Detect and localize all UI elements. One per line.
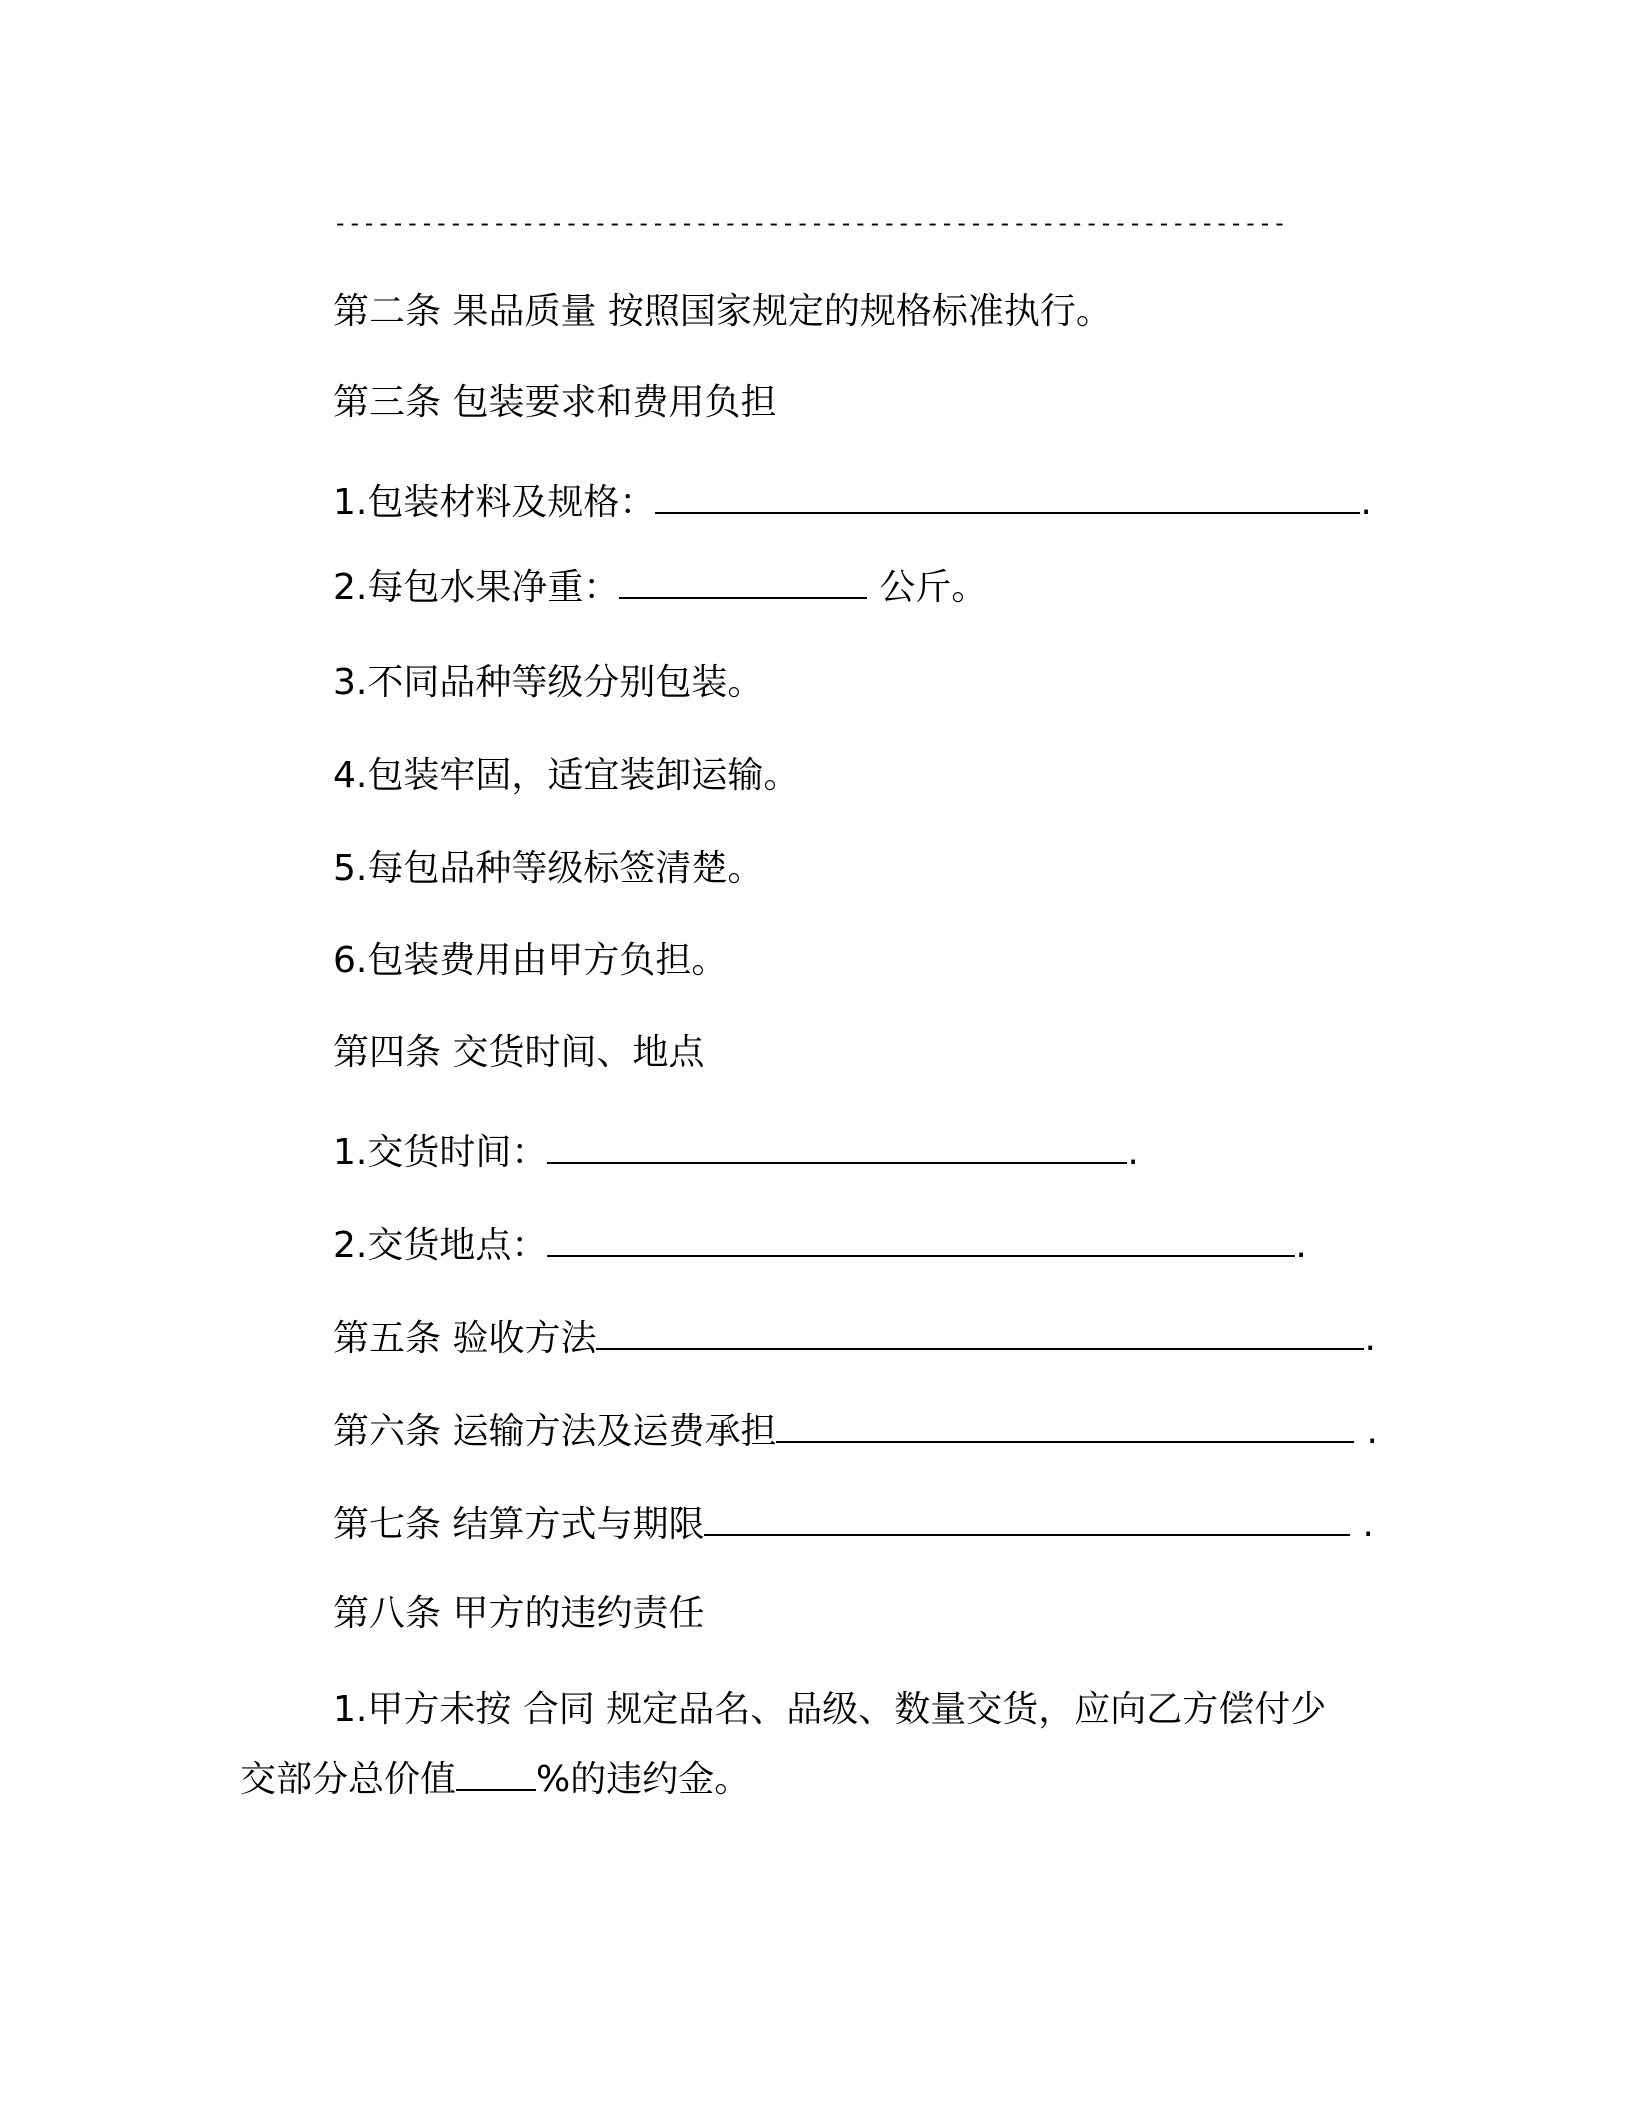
article-8-item-1-line-2 [240, 1755, 750, 1804]
item-end: . [1362, 1504, 1374, 1545]
fill-in-blank[interactable] [704, 1500, 1350, 1536]
item-label: 第七条 结算方式与期限 [333, 1504, 705, 1545]
article-3-item-1 [333, 478, 1372, 527]
fill-in-blank[interactable] [596, 1314, 1364, 1350]
article-4-item-2 [333, 1221, 1307, 1270]
article-4-heading: 第四条 交货时间、地点 [333, 1032, 705, 1073]
article-3-item-2 [333, 563, 987, 612]
item-label: 2.每包水果净重： [333, 567, 620, 608]
article-2: 第二条 果品质量 按照国家规定的规格标准执行。 [333, 291, 1112, 332]
article-5 [333, 1314, 1376, 1363]
fill-in-blank[interactable] [547, 1128, 1127, 1164]
article-3-item-3: 3.不同品种等级分别包装。 [333, 662, 764, 703]
item-end: . [1364, 1318, 1376, 1359]
item-end: . [1295, 1225, 1307, 1266]
item-end: . [1360, 482, 1372, 523]
item-label: 第六条 运输方法及运费承担 [333, 1411, 777, 1452]
article-6 [333, 1407, 1378, 1456]
item-end: . [1127, 1132, 1139, 1173]
item-end: %的违约金。 [536, 1759, 751, 1800]
fill-in-blank[interactable] [776, 1407, 1354, 1443]
item-label: 1.交货时间： [333, 1132, 548, 1173]
item-label: 交部分总价值 [240, 1759, 457, 1800]
item-end: . [1366, 1411, 1378, 1452]
fill-in-blank[interactable] [655, 478, 1360, 514]
article-3-item-5: 5.每包品种等级标签清楚。 [333, 848, 764, 889]
article-8-item-1-line-1: 1.甲方未按 合同 规定品名、品级、数量交货，应向乙方偿付少 [333, 1689, 1327, 1730]
separator-line: ------------------------------------------------------------------ [333, 209, 1287, 237]
article-3-heading: 第三条 包装要求和费用负担 [333, 382, 777, 423]
fill-in-blank[interactable] [456, 1755, 536, 1791]
article-7 [333, 1500, 1374, 1549]
article-3-item-4: 4.包装牢固，适宜装卸运输。 [333, 755, 800, 796]
article-8-heading: 第八条 甲方的违约责任 [333, 1593, 705, 1634]
item-label: 1.包装材料及规格： [333, 482, 656, 523]
item-end: 公斤。 [879, 567, 988, 608]
article-4-item-1 [333, 1128, 1139, 1177]
fill-in-blank[interactable] [547, 1221, 1295, 1257]
fill-in-blank[interactable] [619, 563, 867, 599]
article-3-item-6: 6.包装费用由甲方负担。 [333, 940, 728, 981]
item-label: 第五条 验收方法 [333, 1318, 597, 1359]
item-label: 2.交货地点： [333, 1225, 548, 1266]
